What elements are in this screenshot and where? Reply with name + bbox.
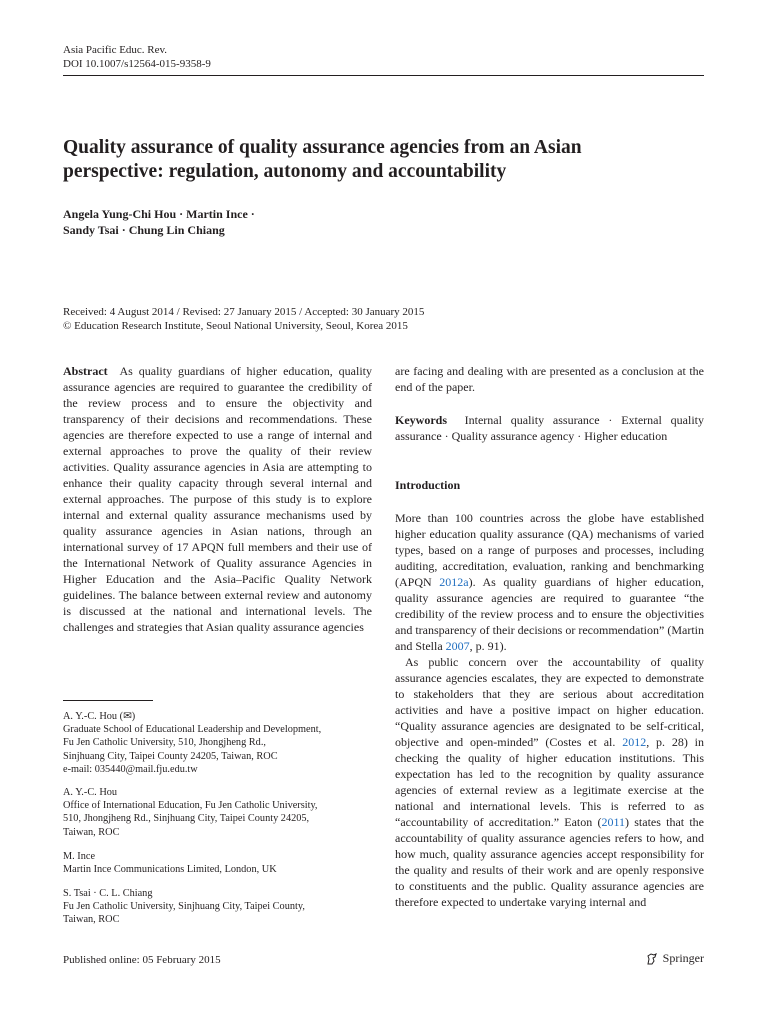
affiliation-line: Sinjhuang City, Taipei County 24205, Taiwan, ROC (63, 750, 278, 762)
citation-link[interactable]: 2012a (439, 575, 469, 589)
affiliation (63, 710, 363, 776)
affiliation-name: M. Ince (63, 851, 96, 862)
header-rule (63, 75, 704, 76)
affiliation (63, 850, 363, 876)
citation-link[interactable]: 2007 (445, 639, 470, 653)
published-date: Published online: 05 February 2015 (63, 954, 221, 966)
history-dates: Received: 4 August 2014 / Revised: 27 January 2015 / Accepted: 30 January 2015 (63, 306, 425, 318)
affiliation-line: Taiwan, ROC (63, 826, 120, 838)
paragraph (395, 654, 704, 910)
affiliation (63, 887, 363, 927)
text-run: ). As quality guardians of higher education, quality assurance agencies are required to guarantee “the credibility of the review process and to ensure the objectivities and transparency of their decisions or recommendation” (Martin and Stella (395, 575, 704, 653)
section-heading-introduction: Introduction (395, 478, 461, 492)
springer-horse-icon (645, 952, 659, 966)
doi: DOI 10.1007/s12564-015-9358-9 (63, 58, 211, 70)
journal-name: Asia Pacific Educ. Rev. (63, 44, 168, 56)
affiliation-email[interactable]: e-mail: 035440@mail.fju.edu.tw (63, 763, 198, 775)
text-run: More than 100 countries across the globe have established higher education quality assurance (QA) mechanisms of varied types, based on a range of purposes and processes, including auditing, accreditation, evaluation, ranking and benchmarking (APQN (395, 511, 704, 589)
affiliation-line: Office of International Education, Fu Jen Catholic University, (63, 800, 318, 812)
text-run: As public concern over the accountability of quality assurance agencies escalates, they are expected to demonstrate to stakeholders that they are serious about accreditation activities and have a positive impact on higher education. “Quality assurance agencies are designated to be self-critical, objective and open-minded” (Costes et al. (395, 655, 704, 749)
abstract-label: Abstract (63, 364, 108, 378)
citation-link[interactable]: 2012 (622, 735, 647, 749)
citation-link[interactable]: 2011 (601, 815, 626, 829)
copyright-line: © Education Research Institute, Seoul National University, Seoul, Korea 2015 (63, 320, 408, 332)
text-run: , p. 91). (469, 639, 507, 653)
affiliation-line: 510, Jhongjheng Rd., Sinjhuang City, Taipei County 24205, (63, 813, 310, 825)
publisher-logo (645, 951, 704, 966)
text-run: ) states that the accountability of quality assurance agencies refers to how, and how much, quality assurance agencies accept responsibility for the quality and results of their work and are openly responsive to constituents and the public. Quality assurance agencies are therefore expected to undertake varying internal and (395, 815, 705, 909)
affiliation-line: Fu Jen Catholic University, Sinjhuang City, Taipei County, (63, 901, 305, 913)
affiliation-line: Graduate School of Educational Leadership and Development, (63, 724, 322, 736)
paper-title: Quality assurance of quality assurance agencies from an Asian perspective: regulation, autonomy and accountability (63, 137, 582, 182)
affiliation-name: S. Tsai · C. L. Chiang (63, 888, 153, 899)
keywords-text: Internal quality assurance · External quality assurance · Quality assurance agency · Higher education (395, 413, 704, 443)
affiliation-name: A. Y.-C. Hou (✉) (63, 711, 136, 722)
paragraph (395, 510, 704, 654)
keywords (395, 412, 704, 444)
author-line-2: Sandy Tsai · Chung Lin Chiang (63, 223, 225, 237)
affiliation-line: Fu Jen Catholic University, 510, Jhongjheng Rd., (63, 737, 266, 749)
affiliation-line: Martin Ince Communications Limited, London, UK (63, 864, 277, 876)
affiliation-line: Taiwan, ROC (63, 914, 120, 926)
author-list (63, 206, 255, 238)
abstract-continued: are facing and dealing with are presented as a conclusion at the end of the paper. (395, 364, 704, 394)
abstract-text: As quality guardians of higher education, quality assurance agencies are required to guarantee the credibility of the review process and to ensure the objectivity and transparency of their decisions and recommendations. These agencies are therefore expected to use a range of internal and external approaches to prove the quality of their review activities. Quality assurance agencies in Asia are attempting to enhance their quality capacity through several internal and external approaches. The purpose of this study is to explore internal and external quality assurance mechanisms used by quality assurance agencies in Asian nations, through an international survey of 17 APQN full members and their use of the International Network of Quality assurance Agencies in Higher Education and the Asia–Pacific Quality Network guidelines. The balance between external review and autonomy is discussed at the national and international levels. The challenges and strategies that Asian quality assurance agencies (63, 364, 373, 634)
author-line-1: Angela Yung-Chi Hou · Martin Ince · (63, 207, 255, 221)
abstract (63, 363, 372, 635)
affiliation (63, 786, 363, 839)
keywords-label: Keywords (395, 413, 447, 427)
affiliation-name: A. Y.-C. Hou (63, 787, 118, 798)
text-run: , p. 28) in checking the quality of higher education institutions. This expectation has led to the recognition by quality assurance agencies of external review as a legitimate exercise at the national and international levels. This is referred to as “accountability of accreditation.” Eaton ( (395, 735, 704, 829)
affiliation-rule (63, 700, 153, 701)
article-dates (63, 305, 424, 333)
introduction-body (395, 510, 704, 910)
publisher-name: Springer (662, 951, 704, 965)
